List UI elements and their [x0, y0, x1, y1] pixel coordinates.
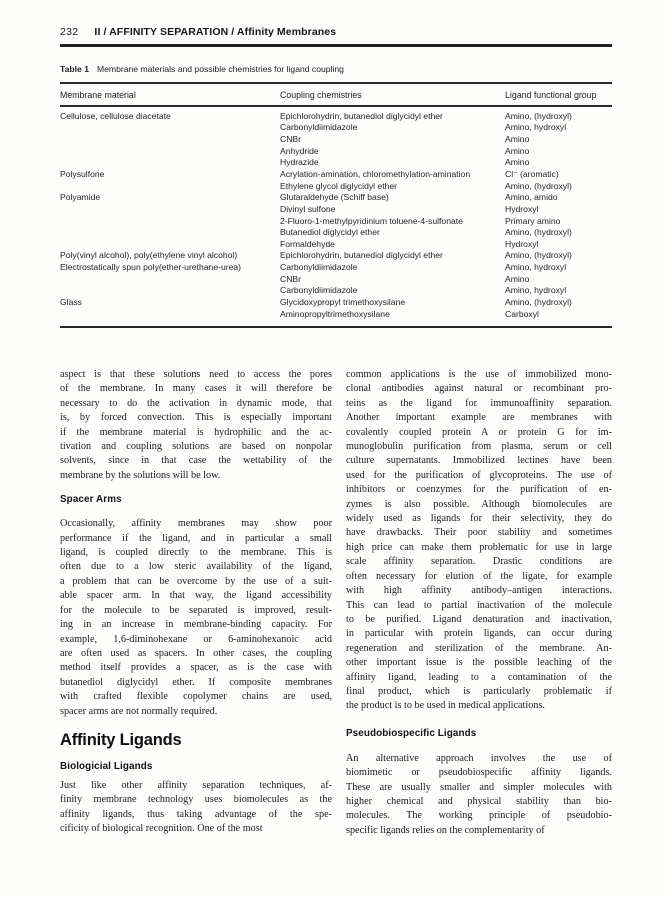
table-cell: Hydroxyl	[505, 238, 539, 249]
text-line: These are usually smaller and simpler molecules with	[346, 781, 612, 793]
table-cell: Carbonyldiimidazole	[280, 122, 358, 133]
table-cell: Amino, (hydroxyl)	[505, 180, 572, 191]
table-cell: Amino, amido	[505, 192, 558, 203]
text-line: final product, which is particularly problematic if	[346, 685, 612, 697]
text-line: have drawbacks. Their poor stability and sometimes	[346, 527, 612, 539]
table-cell: Carboxyl	[505, 308, 539, 319]
text-line: cificity of biological recognition. One of the most	[60, 823, 263, 835]
table-row	[60, 146, 612, 158]
table-cell	[60, 216, 280, 228]
text-line: ing in an increase in membrane-binding capacity. For	[60, 619, 332, 631]
text-line: affinity ligand, leading to a contamination of the	[346, 671, 612, 683]
text-line: is, by forced convection. This is especially important	[60, 412, 332, 424]
table-row	[60, 239, 612, 251]
text-line: covalently coupled protein A or protein G for im-	[346, 426, 612, 438]
table-row	[60, 250, 612, 262]
table-row	[60, 285, 612, 297]
table-cell: Aminopropyltrimethoxysilane	[280, 308, 390, 319]
table-cell: Carbonyldiimidazole	[280, 262, 358, 273]
table-cell: Primary amino	[505, 215, 561, 226]
text-line: performance if the ligand, and in particular a small	[60, 532, 332, 544]
table-cell	[60, 134, 280, 146]
table-cell: Epichlorohydrin, butanediol diglycidyl ether	[280, 110, 443, 121]
table-row	[60, 216, 612, 228]
biological-ligands-heading: Biologicial Ligands	[60, 760, 153, 772]
table-cell	[60, 309, 280, 321]
table-cell: Glutaraldehyde (Schiff base)	[280, 192, 389, 203]
table-row	[60, 111, 612, 123]
table-cell: Amino, hydroxyl	[505, 262, 567, 273]
table-cell: CNBr	[280, 273, 302, 284]
table-row	[60, 169, 612, 181]
paragraph	[346, 752, 612, 838]
table-cell: Hydroxyl	[505, 203, 539, 214]
table-cell: Amino, (hydroxyl)	[505, 250, 572, 261]
table-row	[60, 134, 612, 146]
text-line: solvents, since in that case the wettability of the	[60, 455, 332, 467]
text-line: of the membrane. In many cases it will therefore be	[60, 383, 332, 395]
text-line: example, 1,6-diminohexane or 6-aminohexanoic acid	[60, 633, 332, 645]
text-line: if the membrane material is hydrophilic and the ac-	[60, 426, 332, 438]
table-row	[60, 262, 612, 274]
table-row	[60, 122, 612, 134]
table-row	[60, 297, 612, 309]
column-header-coupling-chemistries: Coupling chemistries	[280, 89, 362, 100]
text-line: in particular with protein ligands, can occur during	[346, 628, 612, 640]
text-line: culture supernatants. Immobilized lectines have been	[346, 455, 612, 467]
text-line: other important issue is the possible leaching of the	[346, 657, 612, 669]
text-line: molecules. The working principle of pseudobio-	[346, 810, 612, 822]
running-header	[60, 26, 612, 38]
table-cell: Ethylene glycol diglycidyl ether	[280, 180, 398, 191]
text-line: the product is to be used in medical applications.	[346, 700, 545, 712]
text-line: method itself provides a spacer, as is the case with	[60, 662, 332, 674]
table-cell	[60, 146, 280, 158]
text-line: able spacer arm. In that way, the ligand accessibility	[60, 590, 332, 602]
text-line: with high affinity antibody–antigen interactions.	[346, 585, 612, 597]
table-row	[60, 181, 612, 193]
table-caption	[60, 64, 612, 74]
table-cell: Amino	[505, 133, 530, 144]
table-row	[60, 192, 612, 204]
table-body	[60, 107, 612, 327]
text-line: biomimetic or pseudobiospecific affinity ligands.	[346, 767, 612, 779]
table-row	[60, 157, 612, 169]
text-line: higher chemical and physical stability than bio-	[346, 795, 612, 807]
paragraph	[346, 368, 612, 714]
paragraph	[60, 368, 332, 483]
table-cell: Anhydride	[280, 145, 319, 156]
table-cell: Glycidoxypropyl trimethoxysilane	[280, 297, 406, 308]
table-cell: Polyamide	[60, 192, 101, 203]
table-cell	[60, 157, 280, 169]
column-header-membrane-material: Membrane material	[60, 89, 136, 100]
spacer-arms-heading: Spacer Arms	[60, 494, 122, 506]
paragraph	[60, 517, 332, 719]
text-line: regeneration and sterilization of the membrane. An-	[346, 642, 612, 654]
paragraph	[60, 779, 332, 837]
text-line: to be purified. Ligand denaturation and inactivation,	[346, 613, 612, 625]
table-cell	[60, 274, 280, 286]
table-cell: Polysulfone	[60, 168, 105, 179]
text-line: inhibitors or coenzymes for the purification of en-	[346, 484, 612, 496]
table-cell: Acrylation-amination, chloromethylation-amination	[280, 168, 471, 179]
table-cell: Divinyl sulfone	[280, 203, 336, 214]
table-cell: Amino	[505, 273, 530, 284]
text-line: necessary to do the activation in dynamic mode, that	[60, 397, 332, 409]
text-line: Just like other affinity separation techniques, af-	[60, 779, 332, 791]
text-line: This can lead to partial inactivation of the molecule	[346, 599, 612, 611]
table-cell: Amino, (hydroxyl)	[505, 110, 572, 121]
text-line: scale affinity separation. Drastic conditions are	[346, 556, 612, 568]
text-line: for the molecule to be separated is improved, result-	[60, 604, 332, 616]
table-row	[60, 274, 612, 286]
text-line: munoglobulin purification from plasma, serum or cell	[346, 441, 612, 453]
text-line: membrane by the solutions will be low.	[60, 469, 221, 481]
text-line: spacer arms are not normally required.	[60, 705, 218, 717]
text-line: with crafted flexible copolymer chains are used,	[60, 691, 332, 703]
text-line: are often used as spacers. In other cases, the coupling	[60, 647, 332, 659]
membrane-materials-table	[60, 82, 612, 328]
table-row	[60, 227, 612, 239]
table-cell: Cellulose, cellulose diacetate	[60, 110, 171, 121]
text-line: aspect is that these solutions need to access the pores	[60, 369, 332, 380]
text-line: An alternative approach involves the use of	[346, 752, 612, 764]
text-line: Occasionally, affinity membranes may show poor	[60, 518, 332, 530]
text-line: high price can make them problematic for use in large	[346, 541, 612, 553]
text-line: Another important example are membranes with	[346, 412, 612, 424]
table-cell: Epichlorohydrin, butanediol diglycidyl ether	[280, 250, 443, 261]
text-line: often due to a low steric availability of the ligand,	[60, 561, 332, 573]
table-cell: Amino, (hydroxyl)	[505, 297, 572, 308]
text-line: zymes is also possible. Although biomolecules are	[346, 498, 612, 510]
table-cell: Amino, (hydroxyl)	[505, 227, 572, 238]
table-cell: Butanediol diglycidyl ether	[280, 227, 380, 238]
text-line: tivation and coupling solutions are based on nonpolar	[60, 441, 332, 453]
text-line: ligand, is coupled directly to the membrane. This is	[60, 547, 332, 559]
table-cell	[60, 239, 280, 251]
header-rule	[60, 44, 612, 47]
table-bottom-rule	[60, 326, 612, 328]
text-line: clonal antibodies against natural or recombinant pro-	[346, 383, 612, 395]
table-cell	[60, 227, 280, 239]
table-cell: Poly(vinyl alcohol), poly(ethylene vinyl alcohol)	[60, 250, 238, 261]
table-cell: Amino, hydroxyl	[505, 122, 567, 133]
table-header-row	[60, 84, 612, 105]
table-cell	[60, 181, 280, 193]
table-cell: Electrostatically spun poly(ether-urethane-urea)	[60, 262, 242, 273]
text-line: widely used as ligands for their selectivity, they do	[346, 513, 612, 525]
pseudobiospecific-ligands-heading: Pseudobiospecific Ligands	[346, 727, 477, 739]
text-line: a problem that can be overcome by the use of a suit-	[60, 575, 332, 587]
table-caption-label: Table 1	[60, 64, 89, 74]
body-right-column	[346, 368, 612, 838]
column-header-ligand-functional-group: Ligand functional group	[505, 89, 597, 100]
table-cell: Carbonyldiimidazole	[280, 285, 358, 296]
table-cell: Amino	[505, 157, 530, 168]
table-cell: Amino, hydroxyl	[505, 285, 567, 296]
table-caption-text: Membrane materials and possible chemistries for ligand coupling	[96, 64, 344, 74]
table-cell: Formaldehyde	[280, 238, 335, 249]
text-line: butanediol diglycidyl ether. If composite membranes	[60, 676, 332, 688]
text-line: affinity ligands, thus taking advantage of the spe-	[60, 808, 332, 820]
text-line: teins as the ligand for immunoaffinity separation.	[346, 397, 612, 409]
table-cell: Hydrazide	[280, 157, 319, 168]
table-row	[60, 309, 612, 321]
table-cell	[60, 122, 280, 134]
affinity-ligands-heading: Affinity Ligands	[60, 730, 182, 749]
body-left-column	[60, 368, 332, 837]
table-cell: 2-Fluoro-1-methylpyridinium toluene-4-sulfonate	[280, 215, 463, 226]
text-line: common applications is the use of immobilized mono-	[346, 369, 612, 380]
text-line: often necessary for elution of the ligate, for example	[346, 570, 612, 582]
text-line: used for the purification of glycoproteins. The use of	[346, 469, 612, 481]
table-cell: Amino	[505, 145, 530, 156]
table-cell	[60, 285, 280, 297]
text-line: finity membrane technology uses biomolecules as the	[60, 794, 332, 806]
table-cell	[60, 204, 280, 216]
table-row	[60, 204, 612, 216]
text-line: specific ligands relies on the complementarity of	[346, 824, 545, 836]
table-cell: Glass	[60, 297, 82, 308]
table-cell: CNBr	[280, 133, 302, 144]
page-number: 232	[60, 26, 79, 38]
running-title: II / AFFINITY SEPARATION / Affinity Membranes	[94, 26, 337, 38]
table-cell: Cl⁻ (aromatic)	[505, 168, 559, 179]
